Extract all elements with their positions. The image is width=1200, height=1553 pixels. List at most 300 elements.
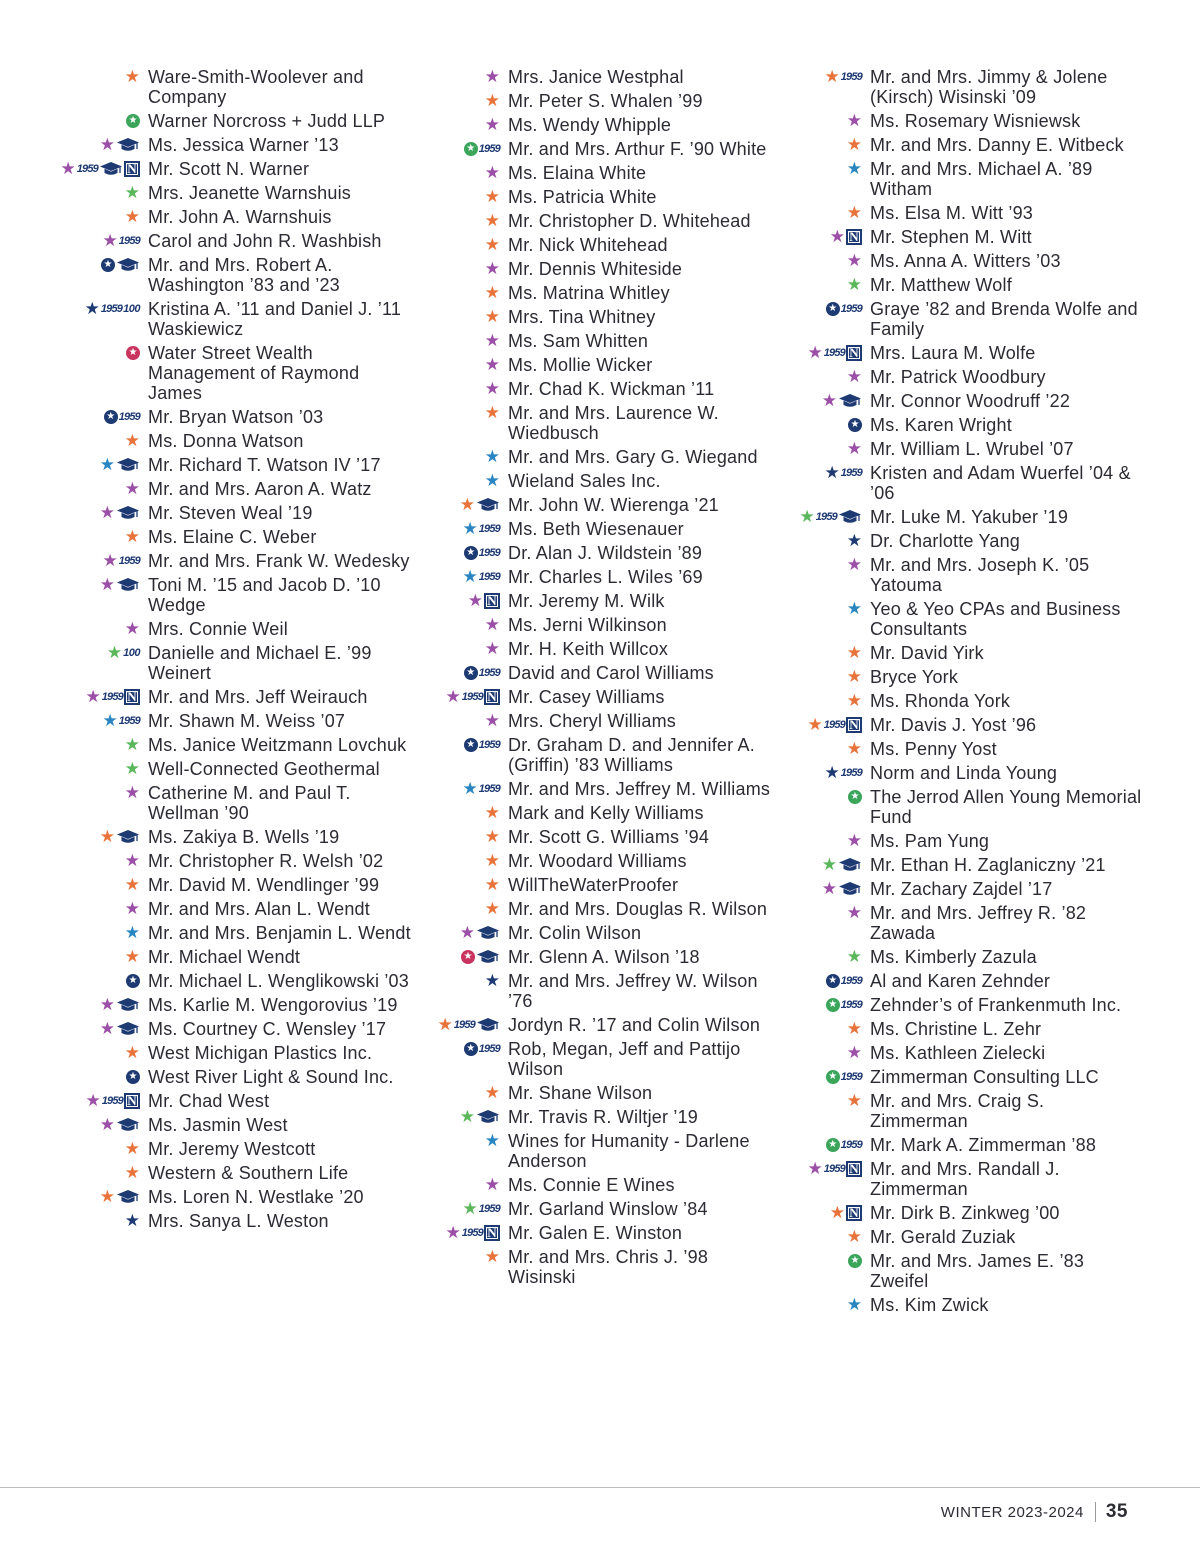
recognition-icons bbox=[420, 471, 508, 489]
donor-entry bbox=[60, 1043, 415, 1063]
donor-entry bbox=[782, 1159, 1142, 1199]
star-orange-icon: ★ bbox=[124, 875, 140, 894]
donor-entry bbox=[420, 567, 780, 587]
recognition-icons bbox=[782, 415, 870, 432]
recognition-icons bbox=[420, 1015, 508, 1033]
donor-entry bbox=[60, 479, 415, 499]
recognition-icons bbox=[782, 439, 870, 457]
donor-name: Ms. Elaina White bbox=[508, 163, 647, 183]
badge-navy-star-icon: ★ bbox=[848, 418, 862, 432]
donor-name: Ms. Zakiya B. Wells ’19 bbox=[148, 827, 340, 847]
recognition-icons bbox=[60, 231, 148, 249]
donor-name: Ms. Janice Weitzmann Lovchuk bbox=[148, 735, 407, 755]
donor-entry bbox=[420, 1247, 780, 1287]
donor-entry bbox=[782, 299, 1142, 339]
donor-name: Ms. Kathleen Zielecki bbox=[870, 1043, 1046, 1063]
founding-1959-icon: 1959 bbox=[101, 1095, 123, 1107]
star-navy-icon: ★ bbox=[824, 463, 840, 482]
donor-name: Kristen and Adam Wuerfel ’04 & ’06 bbox=[870, 463, 1131, 503]
donor-entry bbox=[782, 1227, 1142, 1247]
donor-name: Mr. H. Keith Willcox bbox=[508, 639, 669, 659]
donor-name: Mr. Charles L. Wiles ’69 bbox=[508, 567, 703, 587]
donor-name: Water Street Wealth Management of Raymond James bbox=[148, 343, 360, 403]
donor-name: Ms. Courtney C. Wensley ’17 bbox=[148, 1019, 387, 1039]
donor-name: Dr. Charlotte Yang bbox=[870, 531, 1021, 551]
donor-entry bbox=[420, 1107, 780, 1127]
badge-green-star-icon: ★ bbox=[126, 114, 140, 128]
n-block-icon: N bbox=[124, 1093, 140, 1109]
graduation-cap-icon bbox=[838, 881, 862, 897]
donor-entry bbox=[60, 407, 415, 427]
donor-entry bbox=[60, 575, 415, 615]
donor-entry bbox=[420, 447, 780, 467]
donor-name: Mr. and Mrs. Joseph K. ’05 Yatouma bbox=[870, 555, 1090, 595]
founding-1959-icon: 1959 bbox=[823, 1163, 845, 1175]
recognition-icons bbox=[782, 1135, 870, 1153]
donor-name: Mrs. Tina Whitney bbox=[508, 307, 656, 327]
star-orange-icon: ★ bbox=[846, 643, 862, 662]
founding-1959-icon: 1959 bbox=[101, 691, 123, 703]
donor-name: Ms. Patricia White bbox=[508, 187, 657, 207]
star-purple-icon: ★ bbox=[484, 331, 500, 350]
recognition-icons bbox=[782, 531, 870, 549]
recognition-icons bbox=[420, 283, 508, 301]
donor-name: Mr. Casey Williams bbox=[508, 687, 665, 707]
folio-divider bbox=[1095, 1502, 1096, 1522]
star-blue-icon: ★ bbox=[124, 923, 140, 942]
star-orange-icon: ★ bbox=[807, 715, 823, 734]
page-folio bbox=[941, 1501, 1128, 1523]
star-purple-icon: ★ bbox=[99, 1019, 115, 1038]
star-green-icon: ★ bbox=[821, 855, 837, 874]
recognition-icons bbox=[420, 663, 508, 681]
star-green-icon: ★ bbox=[106, 643, 123, 662]
star-orange-icon: ★ bbox=[484, 235, 500, 254]
recognition-icons bbox=[782, 691, 870, 709]
donor-name: Yeo & Yeo CPAs and Business Consultants bbox=[870, 599, 1121, 639]
recognition-icons bbox=[782, 1043, 870, 1061]
donor-entry bbox=[60, 923, 415, 943]
donor-name: Mr. and Mrs. Jeffrey M. Williams bbox=[508, 779, 771, 799]
donor-entry bbox=[782, 1135, 1142, 1155]
graduation-cap-icon bbox=[838, 857, 862, 873]
star-purple-icon: ★ bbox=[99, 995, 115, 1014]
donor-name: Mr. Shawn M. Weiss ’07 bbox=[148, 711, 346, 731]
donor-name: Mr. and Mrs. Frank W. Wedesky bbox=[148, 551, 410, 571]
recognition-icons bbox=[420, 91, 508, 109]
founding-1959-icon: 1959 bbox=[118, 235, 140, 247]
hundred-club-icon: 100 bbox=[123, 647, 140, 659]
recognition-icons bbox=[60, 503, 148, 521]
donor-name: Mr. Davis J. Yost ’96 bbox=[870, 715, 1037, 735]
donor-entry bbox=[782, 227, 1142, 247]
star-orange-icon: ★ bbox=[846, 1227, 862, 1246]
donor-entry bbox=[60, 255, 415, 295]
recognition-icons bbox=[60, 971, 148, 988]
star-blue-icon: ★ bbox=[846, 1295, 862, 1314]
n-block-icon: N bbox=[484, 689, 500, 705]
donor-entry bbox=[60, 159, 415, 179]
star-purple-icon: ★ bbox=[846, 251, 862, 270]
donor-entry bbox=[782, 1043, 1142, 1063]
donor-name: Ms. Rosemary Wisniewsk bbox=[870, 111, 1081, 131]
recognition-icons bbox=[60, 875, 148, 893]
donor-name: Mrs. Janice Westphal bbox=[508, 67, 684, 87]
donor-entry bbox=[60, 1163, 415, 1183]
recognition-icons bbox=[782, 227, 870, 245]
donor-name: Mrs. Connie Weil bbox=[148, 619, 288, 639]
graduation-cap-icon bbox=[116, 257, 140, 273]
recognition-icons bbox=[782, 135, 870, 153]
star-purple-icon: ★ bbox=[829, 227, 845, 246]
star-blue-icon: ★ bbox=[102, 711, 118, 730]
donor-entry bbox=[782, 159, 1142, 199]
badge-navy-star-icon: ★ bbox=[464, 546, 478, 560]
recognition-icons bbox=[420, 139, 508, 157]
donor-entry bbox=[782, 439, 1142, 459]
star-purple-icon: ★ bbox=[846, 555, 862, 574]
donor-name: Al and Karen Zehnder bbox=[870, 971, 1051, 991]
recognition-icons bbox=[420, 639, 508, 657]
recognition-icons bbox=[420, 1107, 508, 1125]
donor-name: Mr. Peter S. Whalen ’99 bbox=[508, 91, 703, 111]
graduation-cap-icon bbox=[116, 505, 140, 521]
recognition-icons bbox=[420, 899, 508, 917]
donor-entry bbox=[420, 543, 780, 563]
donor-entry bbox=[420, 187, 780, 207]
donor-entry bbox=[782, 879, 1142, 899]
recognition-icons bbox=[420, 1083, 508, 1101]
donor-name: Mr. John A. Warnshuis bbox=[148, 207, 332, 227]
founding-1959-icon: 1959 bbox=[478, 1203, 500, 1215]
donor-name: Mr. and Mrs. Jimmy & Jolene (Kirsch) Wisinski ’09 bbox=[870, 67, 1108, 107]
donor-entry bbox=[420, 1199, 780, 1219]
n-block-icon: N bbox=[484, 593, 500, 609]
donor-entry bbox=[782, 111, 1142, 131]
star-purple-icon: ★ bbox=[807, 1159, 823, 1178]
donor-entry bbox=[60, 207, 415, 227]
donor-entry bbox=[420, 615, 780, 635]
donor-entry bbox=[60, 343, 415, 403]
donor-entry bbox=[420, 1131, 780, 1171]
donor-entry bbox=[60, 431, 415, 451]
recognition-icons bbox=[60, 827, 148, 845]
star-purple-icon: ★ bbox=[484, 639, 500, 658]
recognition-icons bbox=[60, 343, 148, 360]
star-blue-icon: ★ bbox=[484, 1131, 500, 1150]
donor-name: Ms. Elaine C. Weber bbox=[148, 527, 317, 547]
recognition-icons bbox=[60, 299, 148, 317]
donor-entry bbox=[60, 947, 415, 967]
donor-name: David and Carol Williams bbox=[508, 663, 714, 683]
recognition-icons bbox=[420, 803, 508, 821]
recognition-icons bbox=[782, 343, 870, 361]
star-purple-icon: ★ bbox=[99, 1115, 115, 1134]
graduation-cap-icon bbox=[116, 457, 140, 473]
donor-name: Mark and Kelly Williams bbox=[508, 803, 704, 823]
founding-1959-icon: 1959 bbox=[823, 719, 845, 731]
star-purple-icon: ★ bbox=[102, 231, 118, 250]
donor-entry bbox=[60, 875, 415, 895]
donor-entry bbox=[420, 471, 780, 491]
star-orange-icon: ★ bbox=[484, 851, 500, 870]
recognition-icons bbox=[60, 455, 148, 473]
recognition-icons bbox=[782, 367, 870, 385]
star-orange-icon: ★ bbox=[846, 739, 862, 758]
recognition-icons bbox=[60, 479, 148, 497]
donor-name: Mr. John W. Wierenga ’21 bbox=[508, 495, 719, 515]
star-green-icon: ★ bbox=[124, 759, 140, 778]
donor-name: Mr. and Mrs. Douglas R. Wilson bbox=[508, 899, 768, 919]
donor-name: Mr. Dennis Whiteside bbox=[508, 259, 683, 279]
donor-name: Mr. and Mrs. Jeffrey W. Wilson ’76 bbox=[508, 971, 758, 1011]
donor-entry bbox=[60, 643, 415, 683]
star-navy-icon: ★ bbox=[484, 971, 500, 990]
donor-entry bbox=[420, 899, 780, 919]
star-orange-icon: ★ bbox=[124, 527, 140, 546]
star-purple-icon: ★ bbox=[484, 711, 500, 730]
star-purple-icon: ★ bbox=[821, 391, 837, 410]
donor-name: Mr. Michael L. Wenglikowski ’03 bbox=[148, 971, 409, 991]
donor-name: WillTheWaterProofer bbox=[508, 875, 679, 895]
recognition-icons bbox=[420, 355, 508, 373]
badge-navy-star-icon: ★ bbox=[126, 1070, 140, 1084]
donor-name: Mr. Gerald Zuziak bbox=[870, 1227, 1016, 1247]
donor-name: West River Light & Sound Inc. bbox=[148, 1067, 394, 1087]
founding-1959-icon: 1959 bbox=[118, 411, 140, 423]
donor-name: Ms. Kimberly Zazula bbox=[870, 947, 1037, 967]
recognition-icons bbox=[420, 495, 508, 513]
badge-navy-star-icon: ★ bbox=[464, 1042, 478, 1056]
star-purple-icon: ★ bbox=[807, 343, 823, 362]
donor-entry bbox=[60, 851, 415, 871]
star-blue-icon: ★ bbox=[462, 519, 478, 538]
founding-1959-icon: 1959 bbox=[840, 975, 862, 987]
recognition-icons bbox=[60, 183, 148, 201]
recognition-icons bbox=[60, 1091, 148, 1109]
recognition-icons bbox=[782, 67, 870, 85]
recognition-icons bbox=[420, 851, 508, 869]
donor-entry bbox=[782, 135, 1142, 155]
recognition-icons bbox=[420, 1199, 508, 1217]
star-purple-icon: ★ bbox=[846, 831, 862, 850]
donor-name: Mr. Zachary Zajdel ’17 bbox=[870, 879, 1053, 899]
donor-entry bbox=[782, 1067, 1142, 1087]
badge-green-star-icon: ★ bbox=[464, 142, 478, 156]
recognition-icons bbox=[782, 947, 870, 965]
recognition-icons bbox=[420, 115, 508, 133]
graduation-cap-icon bbox=[116, 1021, 140, 1037]
donor-name: Ms. Kim Zwick bbox=[870, 1295, 989, 1315]
star-purple-icon: ★ bbox=[821, 879, 837, 898]
donor-entry bbox=[420, 923, 780, 943]
recognition-icons bbox=[782, 391, 870, 409]
donor-entry bbox=[782, 343, 1142, 363]
recognition-icons bbox=[420, 379, 508, 397]
donor-entry bbox=[782, 855, 1142, 875]
recognition-icons bbox=[782, 879, 870, 897]
star-purple-icon: ★ bbox=[445, 687, 461, 706]
star-orange-icon: ★ bbox=[484, 307, 500, 326]
founding-1959-icon: 1959 bbox=[478, 1043, 500, 1055]
donor-entry bbox=[60, 551, 415, 571]
star-orange-icon: ★ bbox=[484, 91, 500, 110]
recognition-icons bbox=[420, 615, 508, 633]
star-purple-icon: ★ bbox=[484, 67, 500, 86]
donor-entry bbox=[782, 1019, 1142, 1039]
n-block-icon: N bbox=[846, 1161, 862, 1177]
donor-entry bbox=[782, 507, 1142, 527]
recognition-icons bbox=[420, 735, 508, 753]
donor-entry bbox=[782, 367, 1142, 387]
recognition-icons bbox=[60, 1211, 148, 1229]
recognition-icons bbox=[782, 1227, 870, 1245]
donor-entry bbox=[60, 111, 415, 131]
recognition-icons bbox=[420, 1175, 508, 1193]
recognition-icons bbox=[782, 111, 870, 129]
donor-entry bbox=[420, 67, 780, 87]
recognition-icons bbox=[60, 923, 148, 941]
donor-name: Mr. William L. Wrubel ’07 bbox=[870, 439, 1074, 459]
page-number: 35 bbox=[1105, 1501, 1128, 1522]
donor-name: Mr. Colin Wilson bbox=[508, 923, 642, 943]
star-purple-icon: ★ bbox=[99, 503, 115, 522]
star-orange-icon: ★ bbox=[124, 1139, 140, 1158]
donor-name: Mr. Chad K. Wickman ’11 bbox=[508, 379, 715, 399]
founding-1959-icon: 1959 bbox=[118, 715, 140, 727]
donor-name: Ms. Wendy Whipple bbox=[508, 115, 672, 135]
n-block-icon: N bbox=[846, 345, 862, 361]
donor-name: Mr. Matthew Wolf bbox=[870, 275, 1012, 295]
donor-entry bbox=[420, 331, 780, 351]
badge-navy-star-icon: ★ bbox=[104, 410, 118, 424]
star-orange-icon: ★ bbox=[484, 1083, 500, 1102]
star-purple-icon: ★ bbox=[85, 1091, 101, 1110]
recognition-icons bbox=[782, 1295, 870, 1313]
star-purple-icon: ★ bbox=[467, 591, 483, 610]
recognition-icons bbox=[782, 995, 870, 1013]
recognition-icons bbox=[782, 903, 870, 921]
donor-name: Mr. and Mrs. Gary G. Wiegand bbox=[508, 447, 758, 467]
founding-1959-icon: 1959 bbox=[461, 1227, 483, 1239]
star-orange-icon: ★ bbox=[484, 403, 500, 422]
donor-name: Mrs. Laura M. Wolfe bbox=[870, 343, 1036, 363]
graduation-cap-icon bbox=[476, 497, 500, 513]
recognition-icons bbox=[420, 163, 508, 181]
star-orange-icon: ★ bbox=[99, 1187, 115, 1206]
donor-name: Mr. Bryan Watson ’03 bbox=[148, 407, 324, 427]
star-navy-icon: ★ bbox=[824, 763, 840, 782]
star-purple-icon: ★ bbox=[484, 355, 500, 374]
founding-1959-icon: 1959 bbox=[840, 1071, 862, 1083]
graduation-cap-icon bbox=[476, 1109, 500, 1125]
donor-entry bbox=[420, 307, 780, 327]
donor-entry bbox=[60, 971, 415, 991]
star-blue-icon: ★ bbox=[99, 455, 115, 474]
recognition-icons bbox=[420, 875, 508, 893]
founding-1959-icon: 1959 bbox=[823, 347, 845, 359]
donor-entry bbox=[420, 1083, 780, 1103]
star-purple-icon: ★ bbox=[124, 619, 140, 638]
recognition-icons bbox=[782, 971, 870, 989]
recognition-icons bbox=[60, 643, 148, 661]
star-orange-icon: ★ bbox=[124, 431, 140, 450]
badge-green-star-icon: ★ bbox=[848, 790, 862, 804]
star-purple-icon: ★ bbox=[124, 851, 140, 870]
star-orange-icon: ★ bbox=[484, 827, 500, 846]
star-orange-icon: ★ bbox=[846, 667, 862, 686]
founding-1959-icon: 1959 bbox=[840, 767, 862, 779]
recognition-icons bbox=[60, 407, 148, 425]
donor-name: West Michigan Plastics Inc. bbox=[148, 1043, 373, 1063]
star-purple-icon: ★ bbox=[99, 135, 115, 154]
donor-entry bbox=[420, 779, 780, 799]
star-orange-icon: ★ bbox=[484, 803, 500, 822]
donor-entry bbox=[782, 1251, 1142, 1291]
donor-name: Mr. Chad West bbox=[148, 1091, 270, 1111]
donor-entry bbox=[782, 667, 1142, 687]
star-green-icon: ★ bbox=[846, 275, 862, 294]
star-purple-icon: ★ bbox=[484, 259, 500, 278]
star-orange-icon: ★ bbox=[124, 947, 140, 966]
donor-entry bbox=[782, 971, 1142, 991]
recognition-icons bbox=[420, 447, 508, 465]
recognition-icons bbox=[60, 1163, 148, 1181]
donor-name: Ware-Smith-Woolever and Company bbox=[148, 67, 364, 107]
recognition-icons bbox=[782, 1067, 870, 1085]
donor-entry bbox=[782, 1203, 1142, 1223]
founding-1959-icon: 1959 bbox=[478, 143, 500, 155]
recognition-icons bbox=[420, 947, 508, 965]
recognition-icons bbox=[60, 1067, 148, 1084]
donor-name: Ms. Karen Wright bbox=[870, 415, 1012, 435]
recognition-icons bbox=[420, 923, 508, 941]
founding-1959-icon: 1959 bbox=[478, 739, 500, 751]
recognition-icons bbox=[420, 187, 508, 205]
recognition-icons bbox=[420, 543, 508, 561]
star-orange-icon: ★ bbox=[846, 691, 862, 710]
star-orange-icon: ★ bbox=[99, 827, 115, 846]
donor-entry bbox=[420, 851, 780, 871]
donor-name: Mr. Nick Whitehead bbox=[508, 235, 668, 255]
footer-rule bbox=[0, 1487, 1200, 1488]
badge-navy-star-icon: ★ bbox=[464, 738, 478, 752]
donor-name: Mr. and Mrs. Arthur F. ’90 White bbox=[508, 139, 767, 159]
donor-entry bbox=[60, 503, 415, 523]
donor-entry bbox=[420, 355, 780, 375]
graduation-cap-icon bbox=[116, 1117, 140, 1133]
donor-entry bbox=[782, 555, 1142, 595]
recognition-icons bbox=[782, 1159, 870, 1177]
donor-entry bbox=[782, 787, 1142, 827]
star-orange-icon: ★ bbox=[437, 1015, 453, 1034]
star-orange-icon: ★ bbox=[846, 1091, 862, 1110]
star-green-icon: ★ bbox=[124, 735, 140, 754]
recognition-icons bbox=[782, 1203, 870, 1221]
donor-entry bbox=[782, 531, 1142, 551]
donor-name: Ms. Elsa M. Witt ’93 bbox=[870, 203, 1034, 223]
recognition-icons bbox=[60, 67, 148, 85]
recognition-icons bbox=[60, 899, 148, 917]
badge-pink-star-icon: ★ bbox=[126, 346, 140, 360]
recognition-icons bbox=[60, 1019, 148, 1037]
recognition-icons bbox=[782, 1019, 870, 1037]
donor-entry bbox=[420, 211, 780, 231]
recognition-icons bbox=[60, 759, 148, 777]
donor-entry bbox=[60, 1211, 415, 1231]
star-purple-icon: ★ bbox=[846, 903, 862, 922]
donor-entry bbox=[782, 463, 1142, 503]
